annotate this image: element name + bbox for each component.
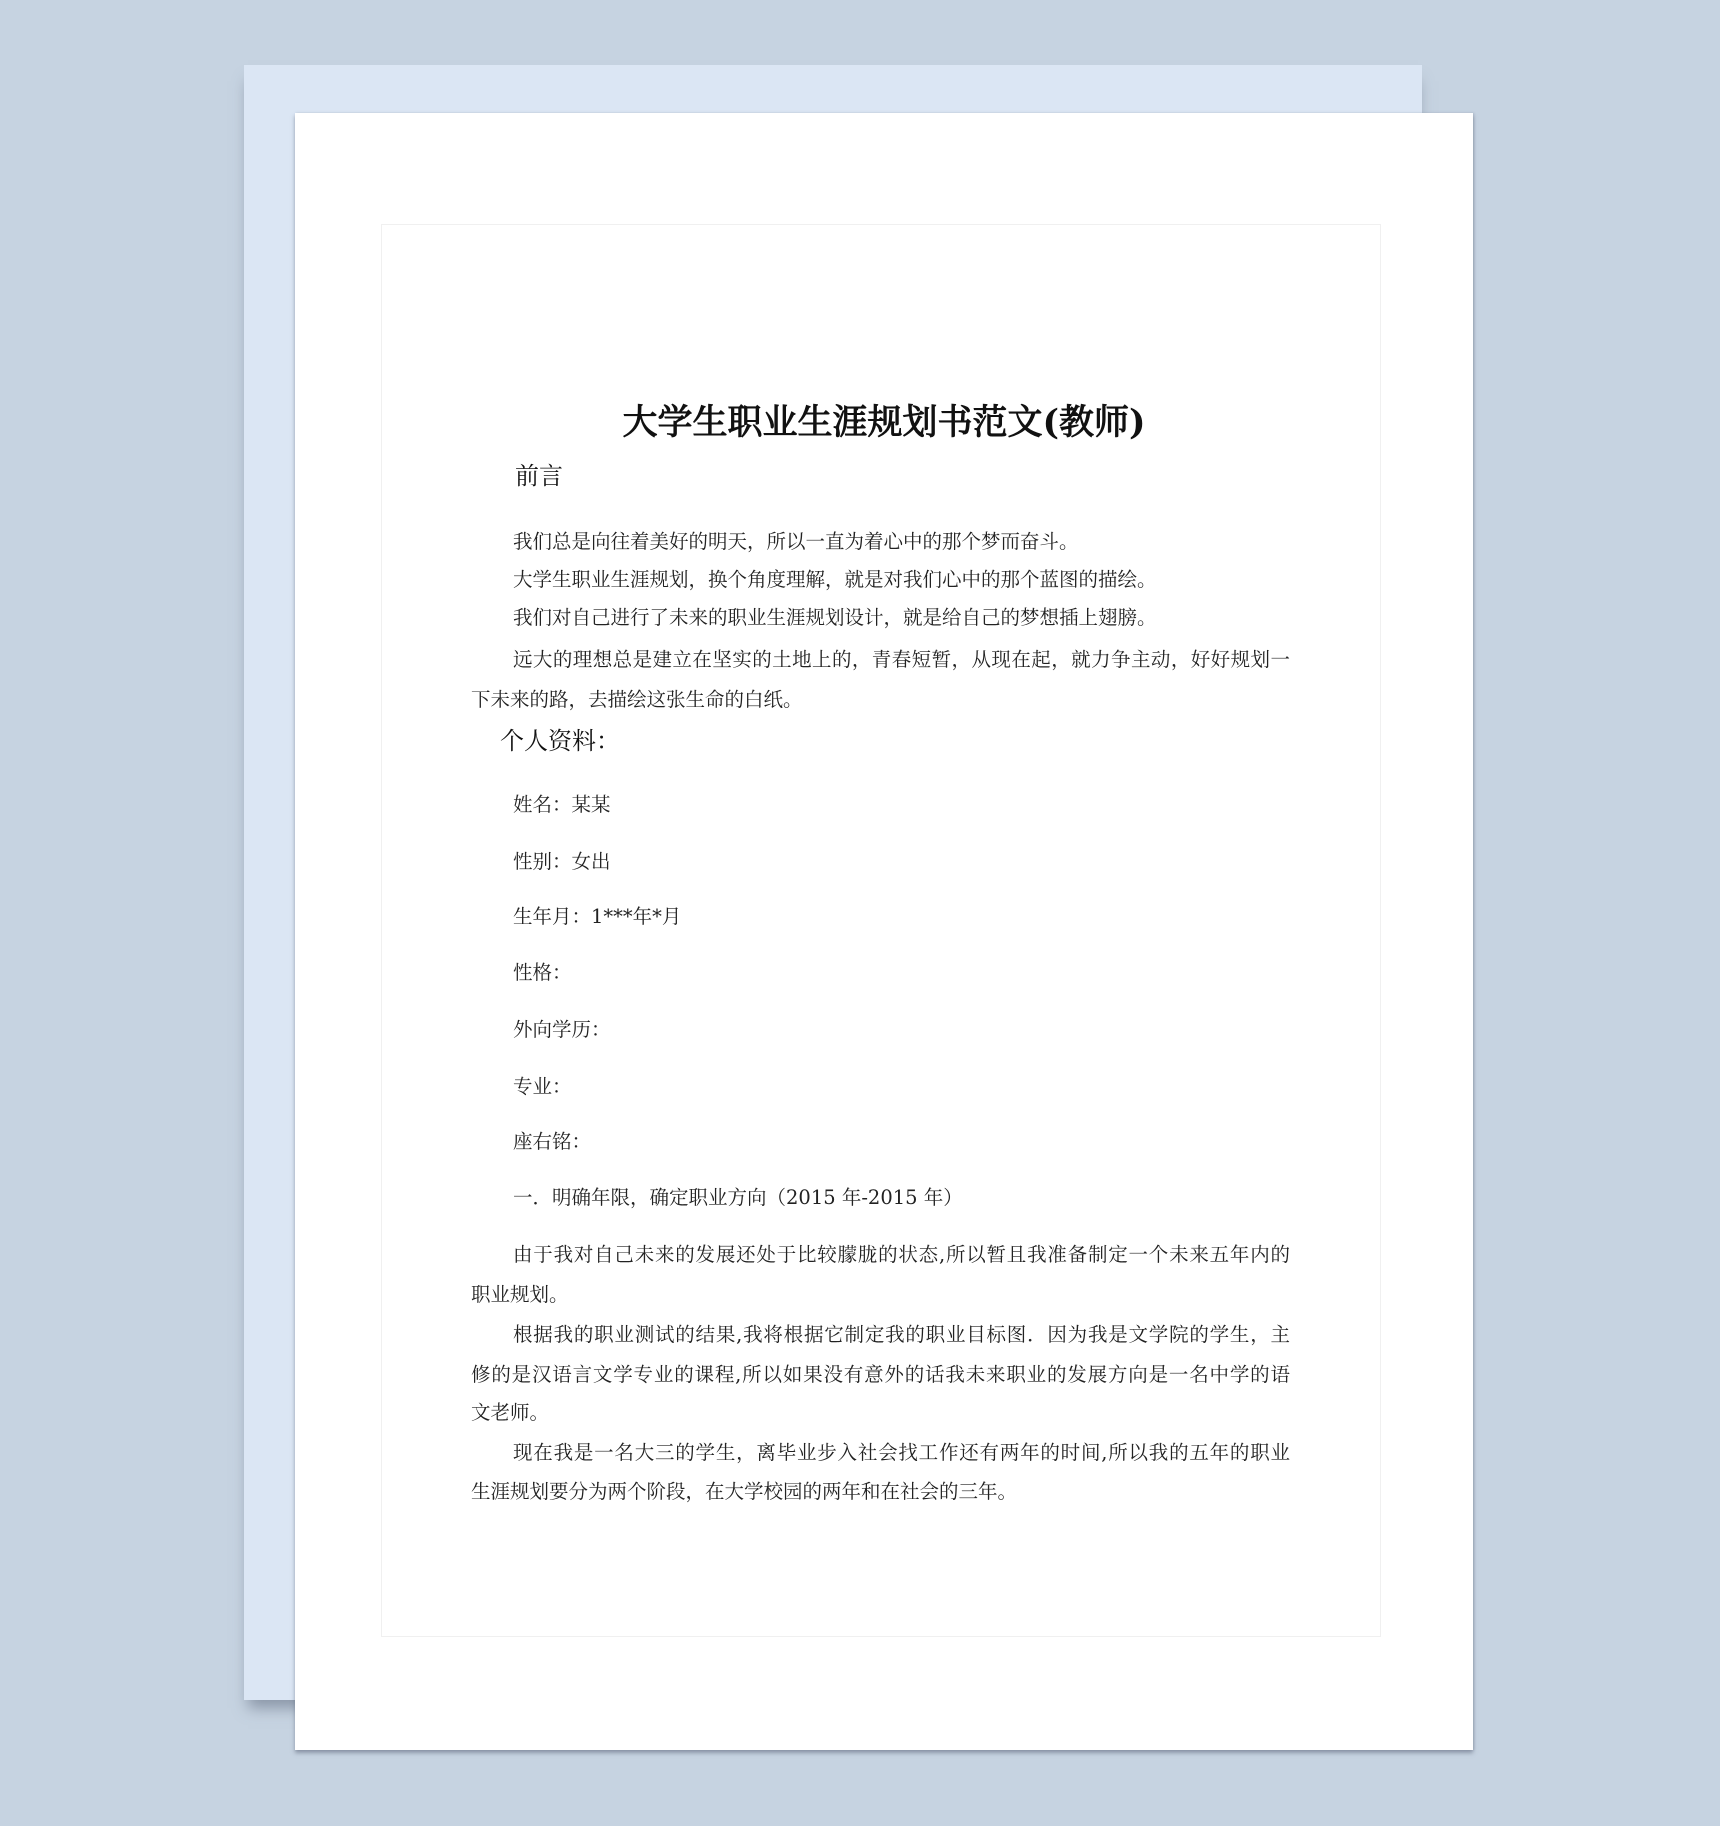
preface-line-4: 远大的理想总是建立在坚实的土地上的，青春短暂，从现在起，就力争主动，好好规划一 — [513, 648, 1290, 671]
section1-line-2: 职业规划。 — [471, 1283, 569, 1306]
profile-personality: 性格： — [513, 961, 572, 984]
profile-major: 专业： — [513, 1075, 572, 1098]
profile-gender: 性别：女出 — [513, 850, 611, 873]
profile-education: 外向学历： — [513, 1018, 611, 1041]
preface-line-3: 我们对自己进行了未来的职业生涯规划设计，就是给自己的梦想插上翅膀。 — [513, 606, 1157, 629]
section1-line-6: 现在我是一名大三的学生，离毕业步入社会找工作还有两年的时间,所以我的五年的职业 — [513, 1441, 1290, 1464]
preface-line-1: 我们总是向往着美好的明天，所以一直为着心中的那个梦而奋斗。 — [513, 530, 1079, 553]
preface-line-2: 大学生职业生涯规划，换个角度理解，就是对我们心中的那个蓝图的描绘。 — [513, 568, 1157, 591]
section1-heading: 一．明确年限，确定职业方向（2015 年-2015 年） — [513, 1186, 963, 1209]
document-title: 大学生职业生涯规划书范文(教师) — [622, 402, 1146, 443]
preface-heading: 前言 — [515, 462, 563, 490]
section1-line-7: 生涯规划要分为两个阶段，在大学校园的两年和在社会的三年。 — [471, 1480, 1018, 1503]
profile-heading: 个人资料： — [500, 727, 620, 755]
preface-line-5: 下未来的路，去描绘这张生命的白纸。 — [471, 688, 803, 711]
profile-birth: 生年月：1***年*月 — [513, 905, 682, 928]
profile-name: 姓名：某某 — [513, 793, 611, 816]
document-page — [295, 113, 1473, 1750]
profile-motto: 座右铭： — [513, 1130, 592, 1153]
section1-line-5: 文老师。 — [471, 1401, 550, 1424]
section1-line-3: 根据我的职业测试的结果,我将根据它制定我的职业目标图．因为我是文学院的学生，主 — [513, 1323, 1290, 1346]
section1-line-1: 由于我对自己未来的发展还处于比较朦胧的状态,所以暂且我准备制定一个未来五年内的 — [513, 1243, 1290, 1266]
section1-line-4: 修的是汉语言文学专业的课程,所以如果没有意外的话我未来职业的发展方向是一名中学的语 — [471, 1363, 1290, 1386]
